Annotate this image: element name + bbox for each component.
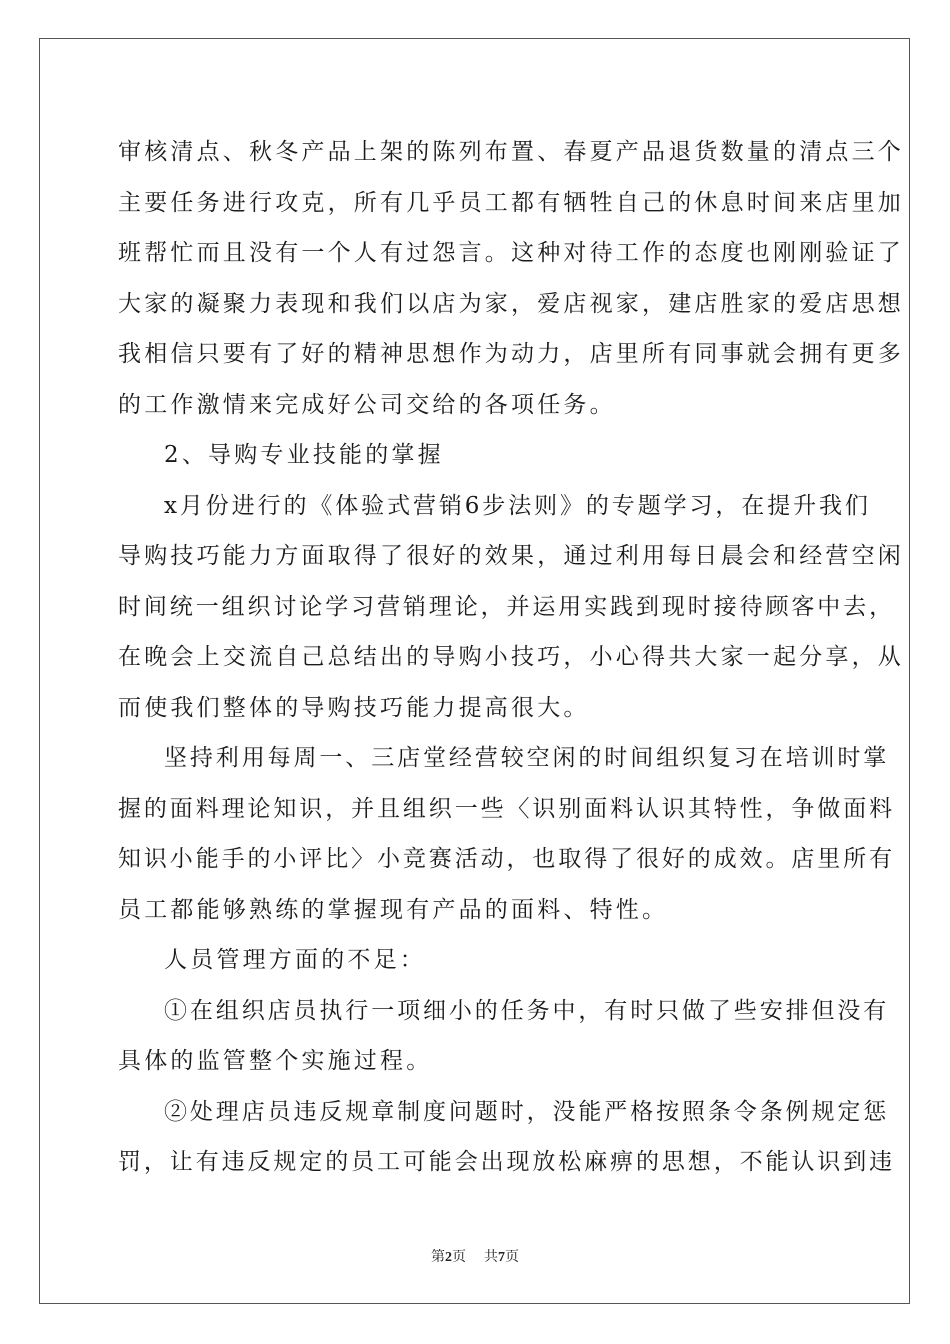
text-line: 在晚会上交流自己总结出的导购小技巧，小心得共大家一起分享，从: [118, 644, 904, 670]
total-suffix: 页: [505, 1249, 519, 1265]
text-line: 知识小能手的小评比〉小竞赛活动，也取得了很好的成效。店里所有: [118, 846, 895, 872]
text-line: 导购技巧能力方面取得了很好的效果，通过利用每日晨会和经营空闲: [118, 543, 904, 569]
list-item: ②处理店员违反规章制度问题时，没能严格按照条令条例规定惩: [164, 1098, 890, 1125]
text-line: 而使我们整体的导购技巧能力提高很大。: [118, 694, 590, 721]
text-line: x月份进行的《体验式营销6步法则》的专题学习，在提升我们: [164, 492, 871, 519]
page-number: 2: [445, 1250, 452, 1265]
page-suffix: 页: [452, 1249, 466, 1265]
page-prefix: 第: [431, 1249, 445, 1265]
text-line: 审核清点、秋冬产品上架的陈列布置、春夏产品退货数量的清点三个: [118, 139, 904, 165]
section-heading: 2、导购专业技能的掌握: [164, 442, 444, 468]
text-line: 坚持利用每周一、三店堂经营较空闲的时间组织复习在培训时掌: [164, 745, 890, 771]
text-line: 主要任务进行攻克，所有几乎员工都有牺牲自己的休息时间来店里加: [118, 189, 904, 216]
text-line: 时间统一组织讨论学习营销理论，并运用实践到现时接待顾客中去，: [118, 593, 895, 620]
text-line: 班帮忙而且没有一个人有过怨言。这种对待工作的态度也刚刚验证了: [118, 240, 904, 266]
text-line: 人员管理方面的不足：: [164, 947, 426, 973]
text-line: 员工都能够熟练的掌握现有产品的面料、特性。: [118, 896, 669, 923]
total-pages: 7: [498, 1250, 505, 1265]
text-line: 具体的监管整个实施过程。: [118, 1048, 433, 1074]
text-line: 罚，让有违反规定的员工可能会出现放松麻痹的思想，不能认识到违: [118, 1149, 895, 1175]
text-line: 大家的凝聚力表现和我们以店为家，爱店视家，建店胜家的爱店思想: [118, 290, 904, 317]
page-footer: [0, 1246, 950, 1266]
text-line: 我相信只要有了好的精神思想作为动力，店里所有同事就会拥有更多: [118, 341, 904, 367]
document-body: [118, 127, 904, 1188]
list-item: ①在组织店员执行一项细小的任务中，有时只做了些安排但没有: [164, 997, 890, 1024]
text-line: 握的面料理论知识，并且组织一些〈识别面料认识其特性，争做面料: [118, 795, 895, 822]
text-line: 的工作激情来完成好公司交给的各项任务。: [118, 391, 616, 418]
total-prefix: 共: [484, 1249, 498, 1265]
